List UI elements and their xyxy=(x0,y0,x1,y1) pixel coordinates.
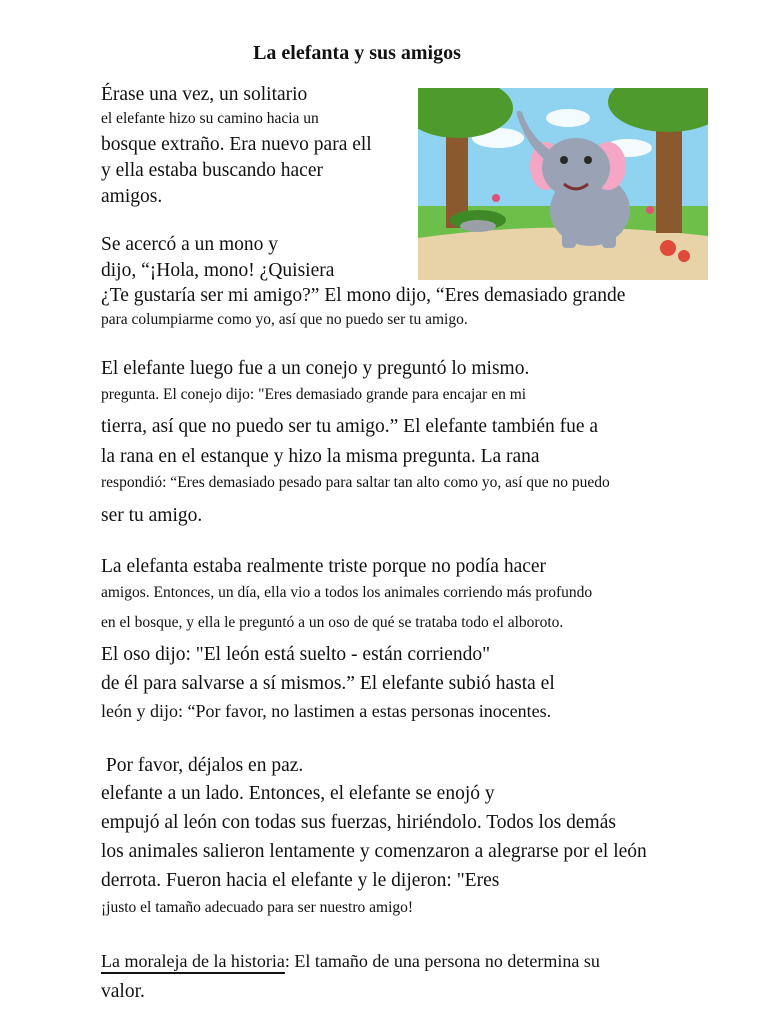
text-line: tierra, así que no puedo ser tu amigo.” El elefante también fue a xyxy=(101,416,599,437)
text-line: amigos. Entonces, un día, ella vio a todos los animales corriendo más profundo xyxy=(101,584,593,601)
text-line: respondió: “Eres demasiado pesado para saltar tan alto como yo, así que no puedo xyxy=(101,474,610,491)
moral-label: La moraleja de la historia xyxy=(101,951,285,971)
text-line: pregunta. El conejo dijo: "Eres demasiado grande para encajar en mi xyxy=(101,386,527,403)
text-line: de él para salvarse a sí mismos.” El elefante subió hasta el xyxy=(101,673,555,694)
moral-line xyxy=(101,951,600,972)
page-title: La elefanta y sus amigos xyxy=(253,42,461,64)
text-line: valor. xyxy=(101,981,145,1002)
text-line: Por favor, déjalos en paz. xyxy=(101,755,304,776)
elephant-illustration xyxy=(418,88,708,280)
text-line: en el bosque, y ella le preguntó a un oso de qué se trataba todo el alboroto. xyxy=(101,614,564,631)
moral-text: : El tamaño de una persona no determina su xyxy=(284,951,600,971)
text-line: La elefanta estaba realmente triste porque no podía hacer xyxy=(101,556,547,577)
text-line: para columpiarme como yo, así que no puedo ser tu amigo. xyxy=(101,311,468,328)
text-line: bosque extraño. Era nuevo para ell xyxy=(101,134,372,155)
text-line: ser tu amigo. xyxy=(101,505,203,526)
text-line: la rana en el estanque y hizo la misma pregunta. La rana xyxy=(101,446,540,467)
text-line: El oso dijo: "El león está suelto - están corriendo" xyxy=(101,644,491,665)
text-line: empujó al león con todas sus fuerzas, hiriéndolo. Todos los demás xyxy=(101,812,616,833)
text-line: Érase una vez, un solitario xyxy=(101,84,308,105)
text-line: ¡justo el tamaño adecuado para ser nuestro amigo! xyxy=(101,899,414,916)
text-line: elefante a un lado. Entonces, el elefante se enojó y xyxy=(101,783,495,804)
text-line: y ella estaba buscando hacer xyxy=(101,160,323,181)
text-line: el elefante hizo su camino hacia un xyxy=(101,110,319,127)
text-line: dijo, “¡Hola, mono! ¿Quisiera xyxy=(101,260,335,281)
text-line: derrota. Fueron hacia el elefante y le dijeron: "Eres xyxy=(101,870,500,891)
text-line: león y dijo: “Por favor, no lastimen a estas personas inocentes. xyxy=(101,701,552,721)
text-line: amigos. xyxy=(101,186,163,207)
text-line: Se acercó a un mono y xyxy=(101,234,279,255)
text-line: ¿Te gustaría ser mi amigo?” El mono dijo, “Eres demasiado grande xyxy=(101,285,626,306)
text-line: El elefante luego fue a un conejo y preguntó lo mismo. xyxy=(101,358,530,379)
text-line: los animales salieron lentamente y comenzaron a alegrarse por el león xyxy=(101,841,647,862)
